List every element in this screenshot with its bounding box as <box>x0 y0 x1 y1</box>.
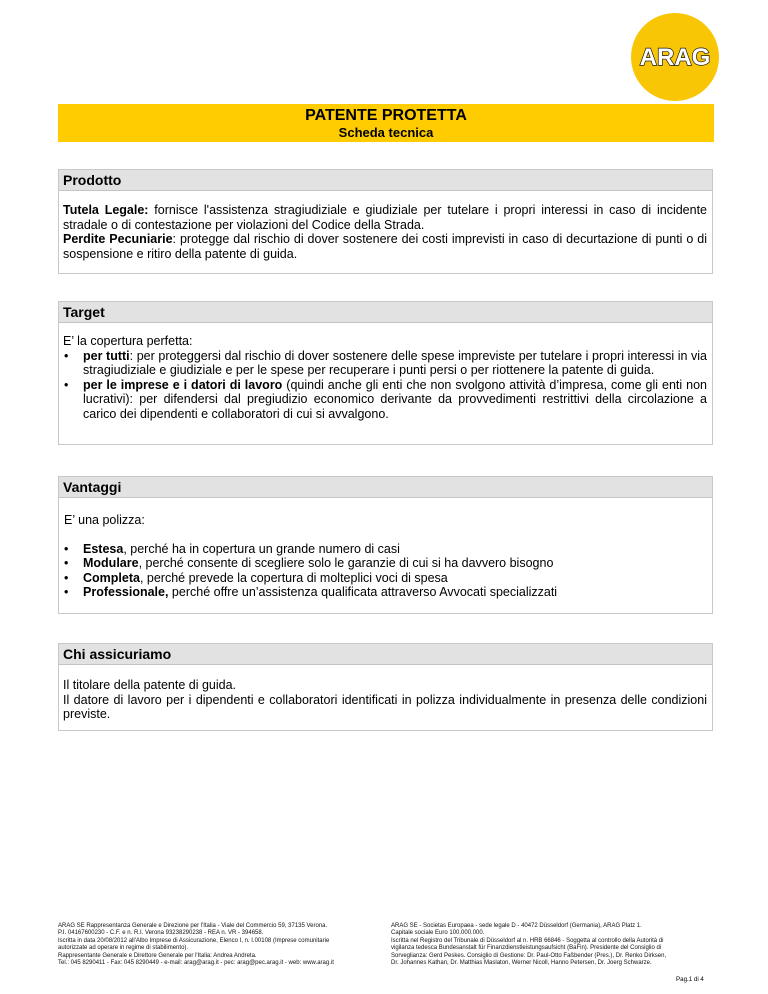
target-list <box>63 349 707 422</box>
section-heading: Target <box>59 302 712 323</box>
section-heading: Chi assicuriamo <box>59 644 712 665</box>
bullet-icon: • <box>64 570 69 585</box>
term-text: fornisce l'assistenza stragiudiziale e giudiziale per tutelare i propri interessi in caso di incidente stradale o di contestazione per violazioni del Codice della Strada. <box>63 203 708 232</box>
footer-left <box>58 923 376 967</box>
footer-line: Tel.: 045 8290411 - Fax: 045 8290449 - e-mail: arag@arag.it - pec: arag@pec.arag.it - web: www.arag.it <box>58 960 334 967</box>
section-intro: E’ una polizza: <box>64 513 145 527</box>
advantages-list <box>63 542 707 600</box>
section-body <box>59 665 712 722</box>
section-body <box>59 191 712 261</box>
list-item <box>63 571 707 586</box>
item-text: (quindi anche gli enti che non svolgono attività d’impresa, come gli enti non lucrativi): per difendersi dal pregiudizio economico derivante da provvedimenti restrittivi della circolazione a carico dei dipendenti e collaboratori di cui si avvalgono. <box>83 377 707 421</box>
section-heading: Vantaggi <box>59 477 712 498</box>
list-item <box>63 585 707 600</box>
footer-line: Rappresentante Generale e Direttore Generale per l'Italia: Andrea Andreta. <box>58 952 257 959</box>
footer-line: Sorveglianza: Gerd Peskes. Consiglio di Gestione: Dr. Paul-Otto Faßbender (Pres.), Dr. Renko Dirksen, <box>391 952 667 959</box>
bullet-icon: • <box>64 348 69 363</box>
document-title: PATENTE PROTETTA <box>305 107 467 124</box>
section-body <box>59 498 712 600</box>
footer-line: Dr. Johannes Kathan, Dr. Matthias Maslaton, Werner Nicoll, Hanno Petersen, Dr. Joerg Schwarze. <box>391 960 652 967</box>
footer-line: Iscritta nel Registro del Tribunale di Düsseldorf al n. HRB 66846 - Soggetta al controllo della Autorità di <box>391 937 664 944</box>
bullet-icon: • <box>64 585 69 599</box>
section-intro: E’ la copertura perfetta: <box>63 334 193 348</box>
paragraph-titolare: Il titolare della patente di guida. <box>63 678 237 692</box>
paragraph-perdite-pecuniarie <box>63 232 707 261</box>
paragraph-datore: Il datore di lavoro per i dipendenti e collaboratori identificati in polizza individualmente in presenza delle condizioni previste. <box>63 692 707 721</box>
section-heading: Prodotto <box>59 170 712 191</box>
arag-logo-text <box>638 42 712 72</box>
title-banner <box>58 104 714 142</box>
bullet-icon: • <box>64 377 69 392</box>
item-label: Professionale, <box>83 585 169 599</box>
term-label: Tutela Legale: <box>63 203 149 217</box>
footer-right <box>391 923 713 967</box>
list-item <box>63 349 707 378</box>
footer-line: Capitale sociale Euro 100.000.000. <box>391 930 485 937</box>
section-body <box>59 323 712 421</box>
list-item <box>63 556 707 571</box>
item-label: Modulare <box>83 556 139 570</box>
term-text: : protegge dal rischio di dover sostenere dei costi imprevisti in caso di decurtazione di punti o di sospensione e ritiro della patente di guida. <box>63 232 707 261</box>
section-chi-assicuriamo <box>58 643 713 731</box>
page-number: Pag.1 di 4 <box>676 976 704 983</box>
section-target <box>58 301 713 445</box>
item-label: Estesa <box>83 541 124 556</box>
footer-line: ARAG SE - Societas Europaea - sede legale D - 40472 Düsseldorf (Germania), ARAG Platz 1. <box>391 923 642 929</box>
section-prodotto <box>58 169 713 274</box>
term-label: Perdite Pecuniarie <box>63 232 173 246</box>
footer-line: P.I. 04167600230 - C.F. e n. R.I. Verona 93238290238 - REA n. VR - 394658. <box>58 930 264 937</box>
bullet-icon: • <box>64 541 69 556</box>
document-subtitle: Scheda tecnica <box>338 125 434 140</box>
section-vantaggi <box>58 476 713 614</box>
arag-logo <box>631 13 719 101</box>
list-item <box>63 378 707 422</box>
item-text: , perché prevede la copertura di molteplici voci di spesa <box>139 570 448 585</box>
list-item <box>63 542 707 557</box>
footer-line: vigilanza tedesca Bundesanstalt für Finanzdienstleistungsaufsicht (BaFin). Presidente del Consiglio di <box>391 945 662 952</box>
item-label: per le imprese e i datori di lavoro <box>83 377 283 392</box>
item-text: , perché ha in copertura un grande numero di casi <box>123 541 400 556</box>
paragraph-tutela-legale <box>63 203 707 232</box>
svg-text:ARAG: ARAG <box>639 44 711 71</box>
item-label: Completa <box>83 570 140 585</box>
item-text: perché offre un’assistenza qualificata attraverso Avvocati specializzati <box>168 585 558 599</box>
item-text: : per proteggersi dal rischio di dover sostenere delle spese impreviste per tutelare i propri interessi in via stragiudiziale e giudiziale e per le spese per recuperare i punti persi o per riottenere la patente di guida. <box>83 348 708 377</box>
footer-line: autorizzate ad operare in regime di stabilimento). <box>58 945 189 952</box>
item-label: per tutti <box>83 348 130 363</box>
item-text: , perché consente di scegliere solo le garanzie di cui si ha davvero bisogno <box>138 556 554 570</box>
footer-line: Iscritta in data 20/08/2012 all'Albo Imprese di Assicurazione, Elenco I, n. I.00108 (Imprese comunitarie <box>58 937 330 944</box>
bullet-icon: • <box>64 556 69 570</box>
footer-line: ARAG SE Rappresentanza Generale e Direzione per l'Italia - Viale del Commercio 59, 37135 Verona. <box>58 923 328 929</box>
